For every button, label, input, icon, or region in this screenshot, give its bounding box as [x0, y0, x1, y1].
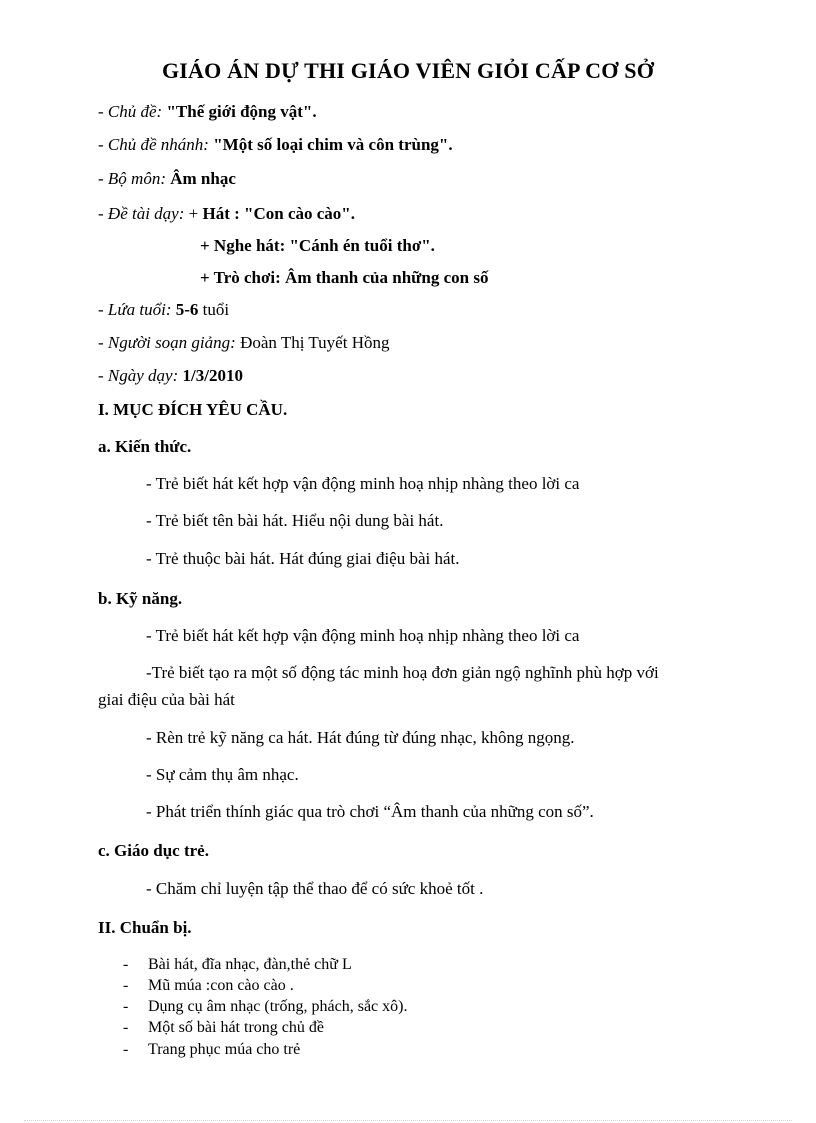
skill-item: - Trẻ biết hát kết hợp vận động minh hoạ nhịp nhàng theo lời ca — [146, 626, 580, 645]
skill-item: - Rèn trẻ kỹ năng ca hát. Hát đúng từ đúng nhạc, không ngọng. — [146, 728, 575, 747]
section-a-heading: a. Kiến thức. — [98, 437, 192, 456]
subtopic-label: - Chủ đề nhánh: — [98, 135, 209, 154]
knowledge-item: - Trẻ thuộc bài hát. Hát đúng giai điệu bài hát. — [146, 549, 460, 568]
subtopic-value: "Một số loại chim và côn trùng". — [208, 135, 453, 154]
skill-item: - Phát triển thính giác qua trò chơi “Âm thanh của những con số”. — [146, 802, 594, 821]
lesson-line-2 — [200, 235, 435, 257]
lesson-prefix: + — [184, 204, 203, 223]
prep-item-text: Mũ múa :con cào cào . — [148, 977, 294, 994]
prep-item-text: Một số bài hát trong chủ đề — [148, 1019, 324, 1036]
lesson-2: + Nghe hát: "Cánh én tuổi thơ". — [200, 236, 435, 255]
section-b-heading: b. Kỹ năng. — [98, 589, 183, 608]
section-c-heading: c. Giáo dục trẻ. — [98, 841, 209, 860]
subject-value: Âm nhạc — [165, 169, 236, 188]
knowledge-item: - Trẻ biết hát kết hợp vận động minh hoạ nhịp nhàng theo lời ca — [146, 474, 580, 493]
lesson-label: - Đề tài dạy: — [98, 204, 185, 223]
skill-item: -Trẻ biết tạo ra một số động tác minh hoạ đơn giản ngộ nghĩnh phù hợp với — [146, 663, 659, 682]
subtopic-line — [98, 134, 453, 156]
teacher-value: Đoàn Thị Tuyết Hồng — [235, 333, 390, 352]
lesson-3: + Trò chơi: Âm thanh của những con số — [200, 268, 489, 287]
prep-item-text: Trang phục múa cho trẻ — [148, 1041, 301, 1058]
age-unit: tuổi — [198, 300, 230, 319]
topic-value: "Thế giới động vật". — [162, 102, 317, 121]
page-bottom-rule — [24, 1120, 792, 1121]
skill-item: - Sự cảm thụ âm nhạc. — [146, 765, 299, 784]
bullet-dash: - — [123, 998, 129, 1015]
age-value: 5-6 — [171, 300, 199, 319]
lesson-line — [98, 203, 355, 225]
topic-label: - Chủ đề: — [98, 102, 163, 121]
topic-line — [98, 101, 317, 123]
prep-item-text: Bài hát, đĩa nhạc, đàn,thẻ chữ L — [148, 956, 352, 973]
bullet-dash: - — [123, 977, 129, 994]
document-title: GIÁO ÁN DỰ THI GIÁO VIÊN GIỎI CẤP CƠ SỞ — [161, 58, 655, 83]
section-2-heading: II. Chuẩn bị. — [98, 918, 192, 937]
teacher-label: - Người soạn giảng: — [98, 333, 236, 352]
prep-item-text: Dụng cụ âm nhạc (trống, phách, sắc xô). — [148, 998, 408, 1015]
bullet-dash: - — [123, 1019, 129, 1036]
date-value: 1/3/2010 — [178, 366, 243, 385]
education-item: - Chăm chỉ luyện tập thể thao để có sức khoẻ tốt . — [146, 879, 484, 898]
lesson-value: Hát : "Con cào cào". — [202, 204, 355, 223]
subject-label: - Bộ môn: — [98, 169, 166, 188]
age-line — [98, 299, 229, 321]
age-label: - Lứa tuổi: — [98, 300, 172, 319]
teacher-line — [98, 332, 389, 354]
bullet-dash: - — [123, 956, 129, 973]
date-line — [98, 365, 243, 387]
lesson-line-3 — [200, 267, 488, 289]
knowledge-item: - Trẻ biết tên bài hát. Hiểu nội dung bài hát. — [146, 511, 444, 530]
subject-line — [98, 168, 236, 190]
skill-item-continued: giai điệu của bài hát — [98, 690, 235, 709]
date-label: - Ngày dạy: — [98, 366, 179, 385]
bullet-dash: - — [123, 1041, 129, 1058]
section-1-heading: I. MỤC ĐÍCH YÊU CẦU. — [98, 400, 288, 419]
